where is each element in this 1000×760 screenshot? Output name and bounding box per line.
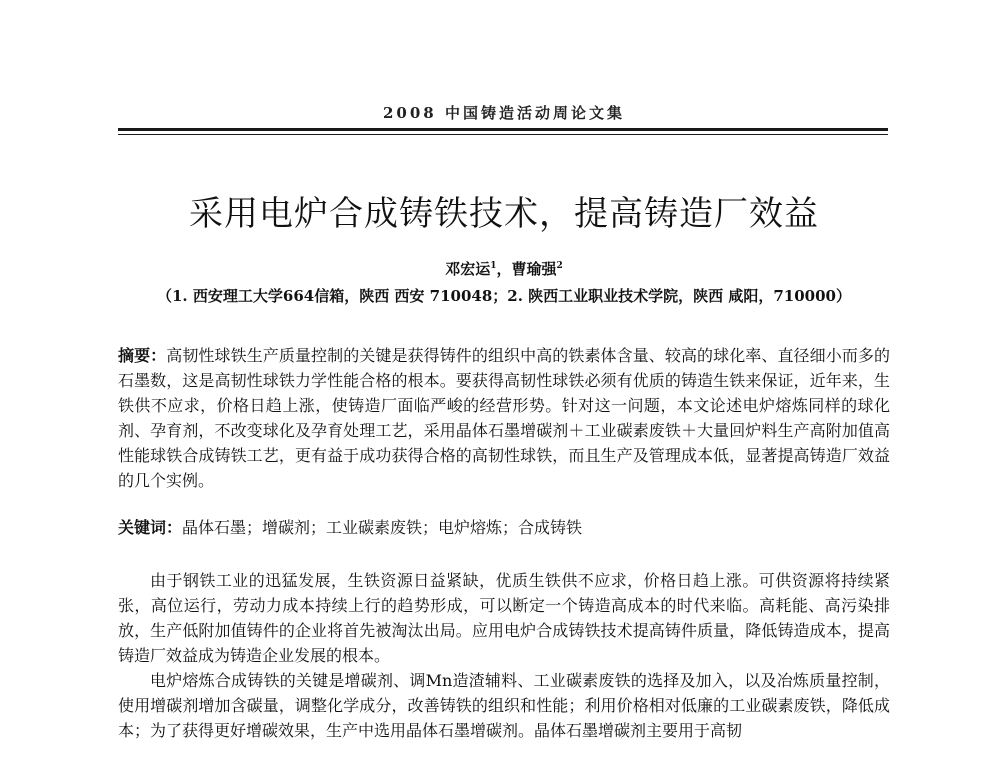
abstract-text: 高韧性球铁生产质量控制的关键是获得铸件的组织中高的铁素体含量、较高的球化率、直径细小而多的石墨数，这是高韧性球铁力学性能合格的根本。要获得高韧性球铁必须有优质的铸造生铁来保证，近年来，生铁供不应求，价格日趋上涨，使铸造厂面临严峻的经营形势。针对这一问题，本文论述电炉熔炼同样的球化剂、孕育剂，不改变球化及孕育处理工艺，采用晶体石墨增碳剂＋工业碳素废铁＋大量回炉料生产高附加值高性能球铁合成铸铁工艺，更有益于成功获得合格的高韧性球铁，而且生产及管理成本低，显著提高铸造厂效益的几个实例。 <box>118 346 890 490</box>
affiliation-marker: 1 <box>490 261 497 271</box>
abstract <box>118 343 890 493</box>
body-paragraph: 由于钢铁工业的迅猛发展，生铁资源日益紧缺，优质生铁供不应求，价格日趋上涨。可供资源将持续紧张，高位运行，劳动力成本持续上行的趋势形成，可以断定一个铸造高成本的时代来临。高耗能、高污染排放，生产低附加值铸件的企业将首先被淘汰出局。应用电炉合成铸铁技术提高铸件质量，降低铸造成本，提高铸造厂效益成为铸造企业发展的根本。 <box>118 571 890 665</box>
running-head: 2008 中国铸造活动周论文集 <box>383 104 625 122</box>
abstract-label: 摘要： <box>118 346 167 365</box>
affiliation-marker: 2 <box>556 261 563 271</box>
keywords-text: 晶体石墨；增碳剂；工业碳素废铁；电炉熔炼；合成铸铁 <box>182 518 583 537</box>
keywords-label: 关键词： <box>118 518 183 537</box>
keywords <box>118 515 890 540</box>
author-name: 曹瑜强 <box>511 260 557 278</box>
body-paragraph: 电炉熔炼合成铸铁的关键是增碳剂、调Mn造渣辅料、工业碳素废铁的选择及加入，以及冶炼质量控制，使用增碳剂增加含碳量，调整化学成分，改善铸铁的组织和性能；利用价格相对低廉的工业碳素废铁，降低成本；为了获得更好增碳效果，生产中选用晶体石墨增碳剂。晶体石墨增碳剂主要用于高韧 <box>118 671 890 740</box>
author-separator: ， <box>496 260 512 278</box>
header-rule-thin <box>118 134 888 135</box>
paper-title: 采用电炉合成铸铁技术，提高铸造厂效益 <box>189 194 819 234</box>
body-text <box>118 568 890 743</box>
author-line <box>100 258 908 279</box>
header-rule-thick <box>118 128 888 131</box>
affiliation-line: （1. 西安理工大学664信箱，陕西 西安 710048；2. 陕西工业职业技术学院，陕西 咸阳，710000） <box>157 287 851 305</box>
author-name: 邓宏运 <box>445 260 491 278</box>
